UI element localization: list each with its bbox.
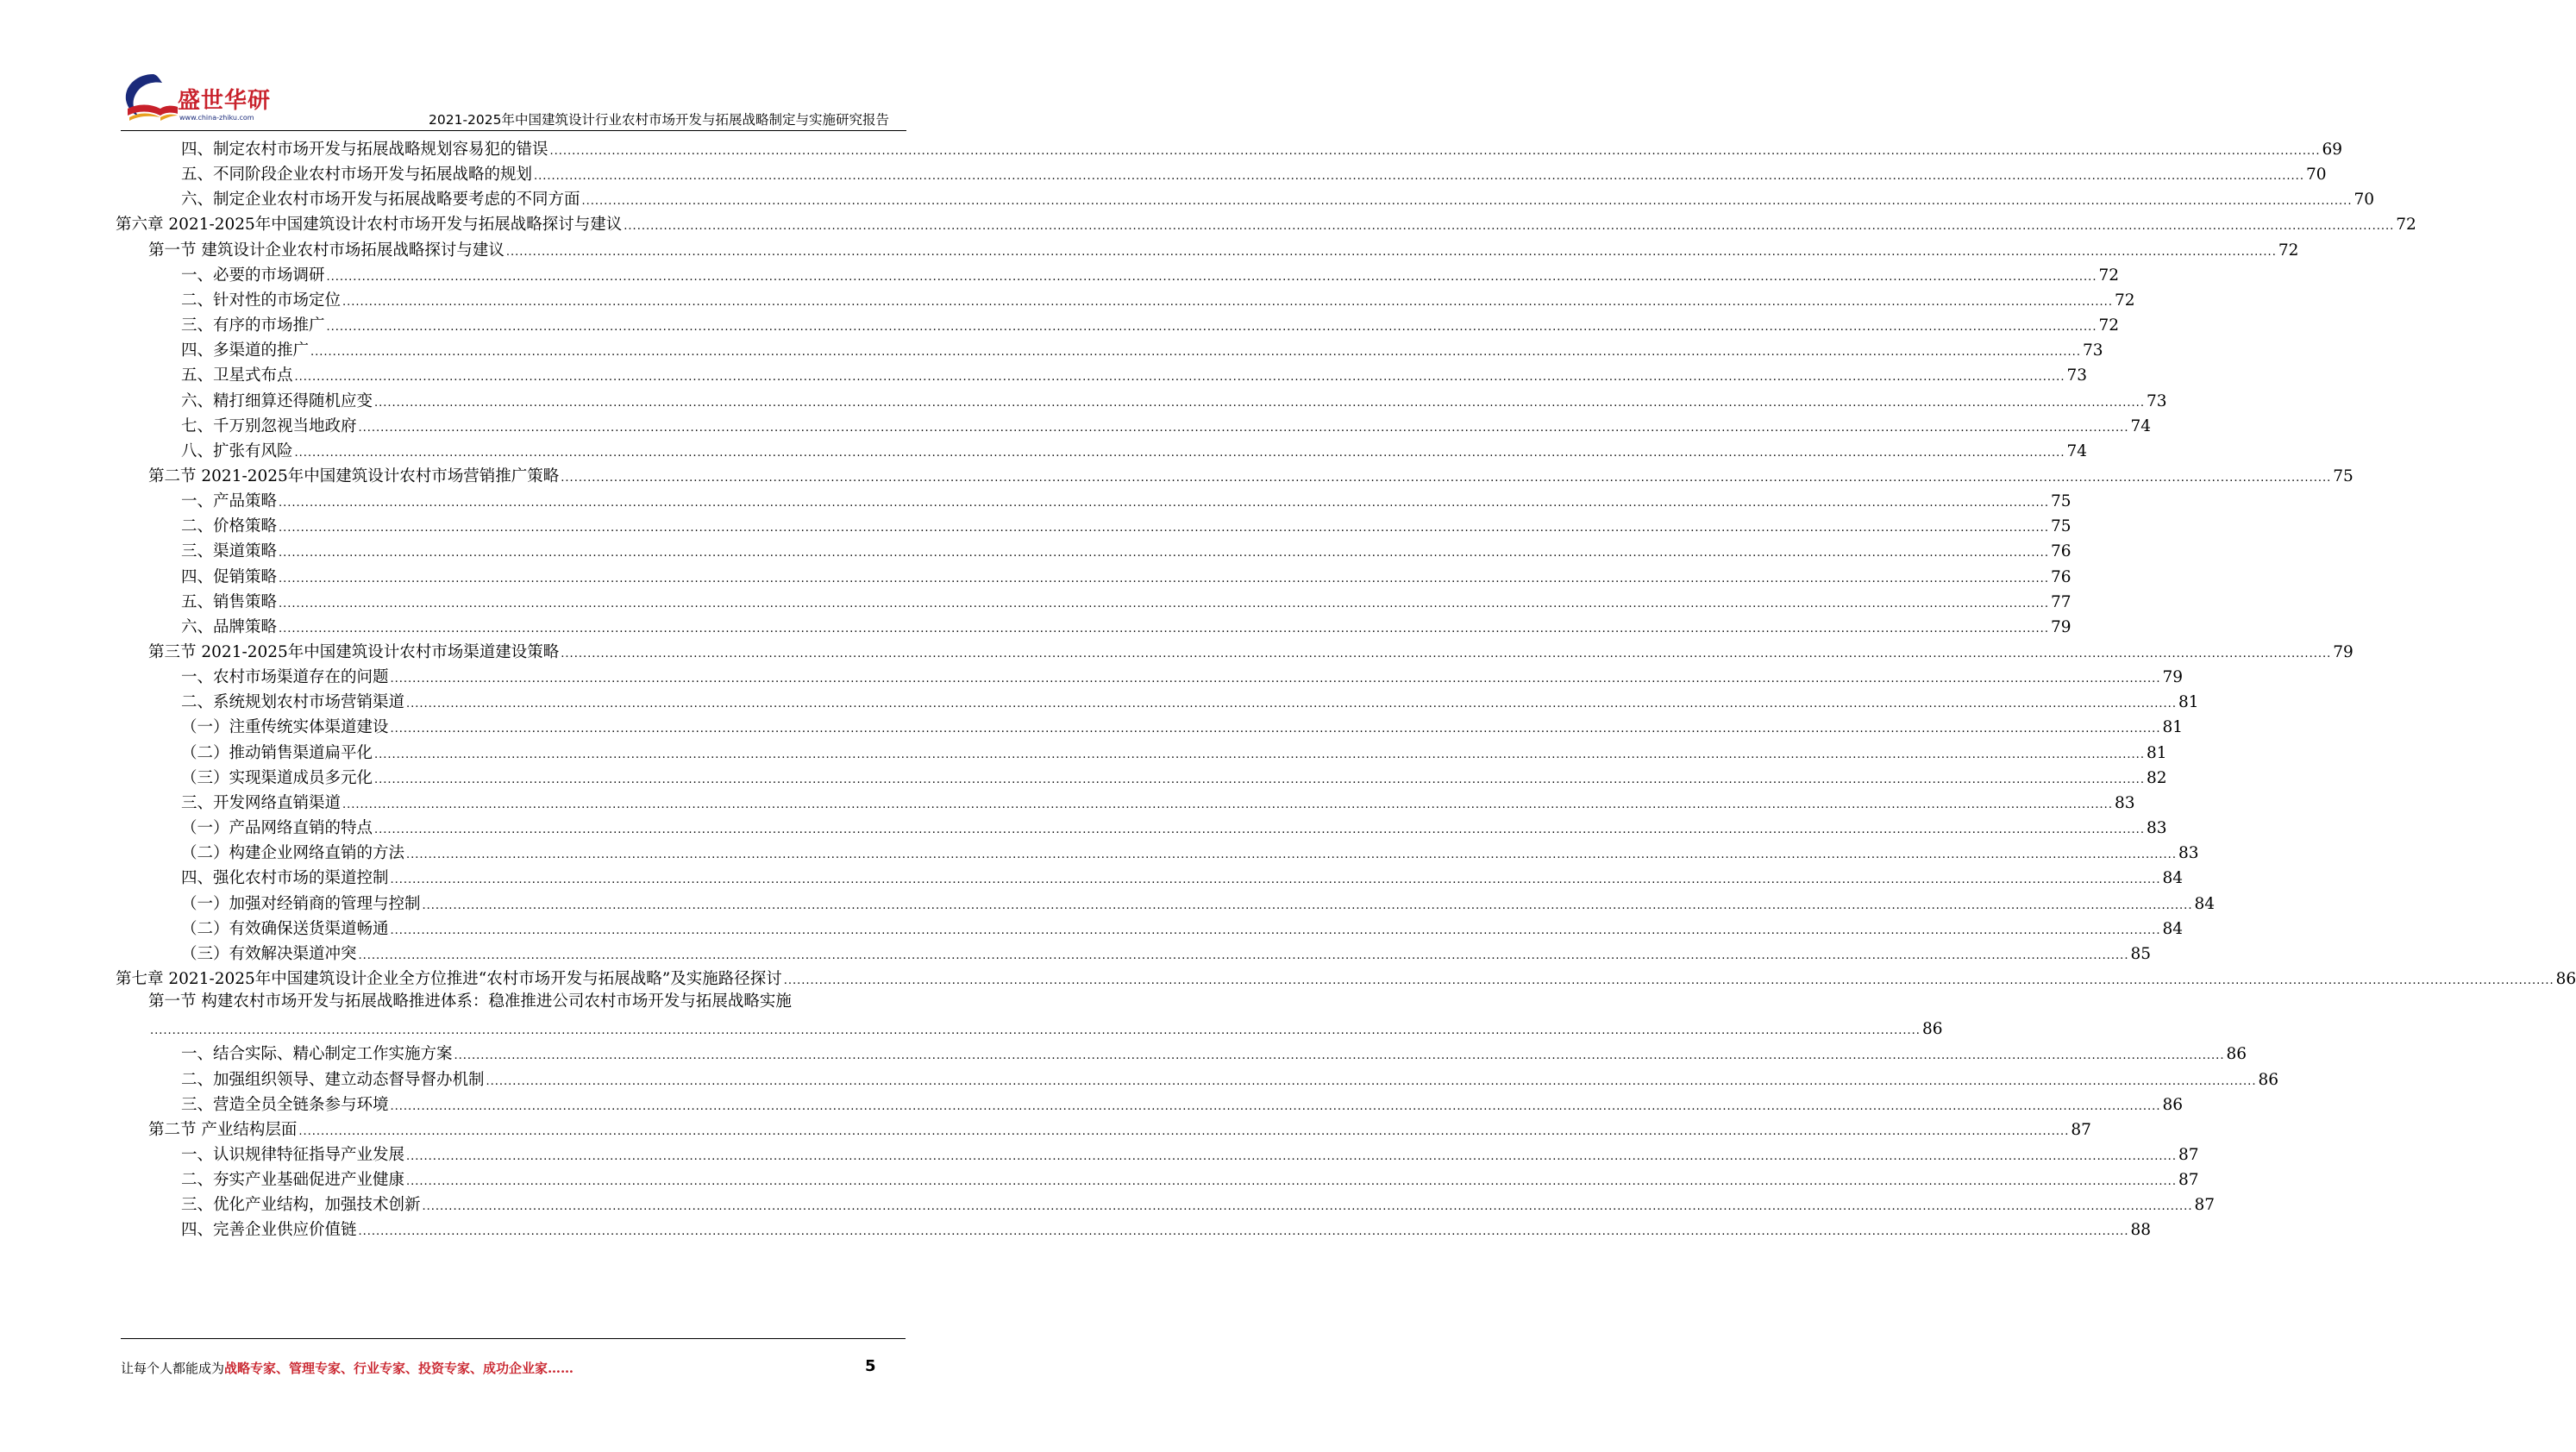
toc-page-number: 75 xyxy=(2050,492,2071,511)
toc-subsection[interactable] xyxy=(181,739,2167,766)
toc-subsection[interactable] xyxy=(181,839,2199,866)
toc-subsection[interactable] xyxy=(181,1191,2215,1217)
toc-leader-dots: ................................................................................................................................................................................................................................................................................................................................................................................................................ xyxy=(279,547,2049,560)
toc-page-number: 84 xyxy=(2194,894,2215,913)
toc-leader-dots: ................................................................................................................................................................................................................................................................................................................................................................................................................ xyxy=(294,446,2065,460)
toc-page-number: 72 xyxy=(2114,291,2135,310)
toc-page-number: 74 xyxy=(2130,416,2151,435)
toc-leader-dots: ................................................................................................................................................................................................................................................................................................................................................................................................................ xyxy=(390,673,2161,686)
toc-entry-title: 二、夯实产业基础促进产业健康 xyxy=(181,1171,405,1190)
toc-leader-dots: ................................................................................................................................................................................................................................................................................................................................................................................................................ xyxy=(406,848,2177,862)
toc-subsection[interactable] xyxy=(181,1040,2247,1067)
toc-entry-title: （一）注重传统实体渠道建设 xyxy=(181,718,389,737)
toc-leader-dots: ................................................................................................................................................................................................................................................................................................................................................................................................................ xyxy=(422,1200,2193,1214)
toc-leader-dots: ................................................................................................................................................................................................................................................................................................................................................................................................................ xyxy=(406,1175,2177,1189)
toc-subsection[interactable] xyxy=(181,1091,2183,1117)
toc-entry-title: 三、优化产业结构，加强技术创新 xyxy=(181,1196,421,1215)
toc-page-number: 88 xyxy=(2130,1221,2151,1240)
toc-entry-title: 二、加强组织领导、建立动态督导督办机制 xyxy=(181,1070,485,1089)
toc-leader-dots: ................................................................................................................................................................................................................................................................................................................................................................................................................ xyxy=(534,170,2304,184)
footer-divider xyxy=(121,1338,906,1339)
toc-entry[interactable] xyxy=(148,990,908,1017)
toc-page-number: 79 xyxy=(2333,643,2353,661)
toc-page-number: 77 xyxy=(2050,592,2071,611)
toc-subsection[interactable] xyxy=(181,437,2087,464)
toc-entry-title: 三、营造全员全链条参与环境 xyxy=(181,1095,389,1114)
toc-entry-title: 七、千万别忽视当地政府 xyxy=(181,416,357,435)
toc-subsection[interactable] xyxy=(181,1166,2199,1192)
toc-entry-title: 三、开发网络直销渠道 xyxy=(181,793,342,812)
toc-page-number: 83 xyxy=(2146,819,2167,838)
toc-leader-dots: ................................................................................................................................................................................................................................................................................................................................................................................................................ xyxy=(390,873,2161,887)
toc-page-number: 74 xyxy=(2066,441,2087,460)
toc-leader-dots: ................................................................................................................................................................................................................................................................................................................................................................................................................ xyxy=(374,773,2145,786)
toc-section[interactable] xyxy=(148,462,2353,489)
toc-subsection[interactable] xyxy=(181,613,2071,640)
toc-page-number: 81 xyxy=(2162,718,2183,737)
company-logo xyxy=(121,71,276,131)
toc-entry-title: （二）推动销售渠道扁平化 xyxy=(181,743,373,762)
toc-page-number: 83 xyxy=(2178,844,2199,863)
toc-subsection[interactable] xyxy=(181,864,2183,891)
toc-leader-dots: ................................................................................................................................................................................................................................................................................................................................................................................................................ xyxy=(298,1124,2070,1138)
toc-subsection[interactable] xyxy=(181,588,2071,615)
toc-page-number: 72 xyxy=(2098,316,2119,335)
header-divider xyxy=(121,130,906,131)
toc-subsection[interactable] xyxy=(181,261,2119,288)
toc-entry-title: 第三节 2021-2025年中国建筑设计农村市场渠道建设策略 xyxy=(148,643,560,661)
toc-subsection[interactable] xyxy=(181,1066,2278,1092)
toc-section[interactable] xyxy=(148,1116,2091,1142)
toc-entry-title: 第七章 2021-2025年中国建筑设计企业全方位推进“农村市场开发与拓展战略”及实施路径探讨 xyxy=(116,969,782,988)
toc-subsection[interactable] xyxy=(181,160,2327,187)
toc-leader-dots: ................................................................................................................................................................................................................................................................................................................................................................................................................ xyxy=(561,471,2332,485)
toc-subsection[interactable] xyxy=(181,764,2167,791)
toc-leader-dots: ................................................................................................................................................................................................................................................................................................................................................................................................................ xyxy=(342,295,2113,309)
toc-page-number: 81 xyxy=(2146,743,2167,762)
toc-leader-dots: ................................................................................................................................................................................................................................................................................................................................................................................................................ xyxy=(374,396,2145,410)
toc-page-number: 86 xyxy=(2258,1070,2278,1089)
toc-page-number: 76 xyxy=(2050,542,2071,561)
toc-leader-dots: ................................................................................................................................................................................................................................................................................................................................................................................................................ xyxy=(326,270,2097,284)
toc-section[interactable] xyxy=(148,638,2353,665)
toc-chapter[interactable] xyxy=(116,965,2576,992)
toc-leader-dots: ................................................................................................................................................................................................................................................................................................................................................................................................................ xyxy=(358,1225,2129,1239)
toc-entry-continuation[interactable] xyxy=(148,1015,1943,1042)
toc-page-number: 81 xyxy=(2178,693,2199,712)
toc-page-number: 75 xyxy=(2050,517,2071,536)
logo-name: 盛世华研 xyxy=(178,88,272,114)
toc-leader-dots: ................................................................................................................................................................................................................................................................................................................................................................................................................ xyxy=(150,1024,1921,1038)
toc-page-number: 85 xyxy=(2130,944,2151,963)
toc-subsection[interactable] xyxy=(181,663,2183,690)
toc-subsection[interactable] xyxy=(181,412,2151,439)
toc-leader-dots: ................................................................................................................................................................................................................................................................................................................................................................................................................ xyxy=(486,1074,2257,1088)
toc-page-number: 86 xyxy=(1921,1020,1943,1039)
toc-entry-title: （一）产品网络直销的特点 xyxy=(181,819,373,838)
toc-subsection[interactable] xyxy=(181,512,2071,539)
toc-entry-title: 四、强化农村市场的渠道控制 xyxy=(181,869,389,888)
toc-entry-title: 第二节 产业结构层面 xyxy=(148,1120,298,1139)
logo-url: www.china-zhiku.com xyxy=(179,114,254,122)
toc-leader-dots: ................................................................................................................................................................................................................................................................................................................................................................................................................ xyxy=(374,748,2145,761)
toc-leader-dots: ................................................................................................................................................................................................................................................................................................................................................................................................................ xyxy=(279,597,2049,610)
toc-chapter[interactable] xyxy=(116,210,2416,237)
toc-leader-dots: ................................................................................................................................................................................................................................................................................................................................................................................................................ xyxy=(279,497,2049,510)
toc-page-number: 75 xyxy=(2333,466,2353,485)
toc-page-number: 87 xyxy=(2178,1171,2199,1190)
report-title: 2021-2025年中国建筑设计行业农村市场开发与拓展战略制定与实施研究报告 xyxy=(429,112,889,128)
toc-page-number: 79 xyxy=(2050,617,2071,636)
toc-entry-title: 三、渠道策略 xyxy=(181,542,278,561)
toc-page-number: 73 xyxy=(2082,341,2103,360)
toc-leader-dots: ................................................................................................................................................................................................................................................................................................................................................................................................................ xyxy=(783,973,2554,987)
toc-entry-title: 第六章 2021-2025年中国建筑设计农村市场开发与拓展战略探讨与建议 xyxy=(116,216,623,235)
toc-entry-title: 五、卫星式布点 xyxy=(181,366,293,385)
toc-subsection[interactable] xyxy=(181,311,2119,338)
toc-entry-title: 一、产品策略 xyxy=(181,492,278,511)
toc-subsection[interactable] xyxy=(181,286,2135,313)
toc-entry-title: 四、促销策略 xyxy=(181,567,278,586)
toc-subsection[interactable] xyxy=(181,135,2342,162)
slogan-roles: 战略专家、管理专家、行业专家、投资专家、成功企业家…… xyxy=(224,1361,574,1376)
toc-leader-dots: ................................................................................................................................................................................................................................................................................................................................................................................................................ xyxy=(406,1150,2177,1163)
toc-entry-title: 六、精打细算还得随机应变 xyxy=(181,391,373,410)
toc-leader-dots: ................................................................................................................................................................................................................................................................................................................................................................................................................ xyxy=(505,245,2277,259)
toc-leader-dots: ................................................................................................................................................................................................................................................................................................................................................................................................................ xyxy=(326,321,2097,335)
toc-leader-dots: ................................................................................................................................................................................................................................................................................................................................................................................................................ xyxy=(406,698,2177,711)
toc-subsection[interactable] xyxy=(181,387,2167,414)
page-number: 5 xyxy=(865,1357,876,1375)
footer-slogan xyxy=(121,1359,573,1377)
toc-page-number: 86 xyxy=(2226,1045,2247,1064)
toc-leader-dots: ................................................................................................................................................................................................................................................................................................................................................................................................................ xyxy=(310,346,2081,360)
toc-entry-title: 第一节 建筑设计企业农村市场拓展战略探讨与建议 xyxy=(148,241,505,260)
page-header xyxy=(0,0,1027,129)
toc-page-number: 87 xyxy=(2178,1146,2199,1164)
toc-page-number: 73 xyxy=(2146,391,2167,410)
toc-leader-dots: ................................................................................................................................................................................................................................................................................................................................................................................................................ xyxy=(279,522,2049,535)
toc-page-number: 76 xyxy=(2050,567,2071,586)
toc-page-number: 72 xyxy=(2278,241,2299,260)
toc-page-number: 84 xyxy=(2162,869,2183,888)
toc-leader-dots: ................................................................................................................................................................................................................................................................................................................................................................................................................ xyxy=(390,1099,2161,1113)
toc-entry-title: （三）有效解决渠道冲突 xyxy=(181,944,357,963)
slogan-prefix: 让每个人都能成为 xyxy=(121,1361,225,1376)
toc-entry-title: 六、品牌策略 xyxy=(181,617,278,636)
toc-section[interactable] xyxy=(148,236,2299,263)
toc-page-number: 72 xyxy=(2098,266,2119,285)
toc-page-number: 87 xyxy=(2194,1196,2215,1215)
toc-subsection[interactable] xyxy=(181,1141,2199,1167)
toc-entry-title: （二）有效确保送货渠道畅通 xyxy=(181,919,389,938)
toc-leader-dots: ................................................................................................................................................................................................................................................................................................................................................................................................................ xyxy=(561,648,2332,660)
toc-entry-title: （一）加强对经销商的管理与控制 xyxy=(181,894,421,913)
toc-page-number: 73 xyxy=(2066,366,2087,385)
toc-entry-title: 八、扩张有风险 xyxy=(181,441,293,460)
toc-page-number: 72 xyxy=(2396,216,2416,235)
toc-page-number: 70 xyxy=(2353,191,2374,210)
toc-page-number: 86 xyxy=(2555,969,2576,988)
toc-page-number: 86 xyxy=(2162,1095,2183,1114)
toc-subsection[interactable] xyxy=(181,336,2103,363)
toc-subsection[interactable] xyxy=(181,814,2167,841)
toc-leader-dots: ................................................................................................................................................................................................................................................................................................................................................................................................................ xyxy=(422,898,2193,912)
toc-subsection[interactable] xyxy=(181,361,2087,388)
toc-leader-dots: ................................................................................................................................................................................................................................................................................................................................................................................................................ xyxy=(390,923,2161,937)
toc-leader-dots: ................................................................................................................................................................................................................................................................................................................................................................................................................ xyxy=(358,421,2129,435)
toc-page-number: 79 xyxy=(2162,668,2183,687)
toc-subsection[interactable] xyxy=(181,940,2151,967)
toc-leader-dots: ................................................................................................................................................................................................................................................................................................................................................................................................................ xyxy=(279,622,2049,635)
toc-page-number: 84 xyxy=(2162,919,2183,938)
toc-leader-dots: ................................................................................................................................................................................................................................................................................................................................................................................................................ xyxy=(581,195,2353,209)
toc-entry-title: 二、价格策略 xyxy=(181,517,278,536)
toc-entry-title: 五、不同阶段企业农村市场开发与拓展战略的规划 xyxy=(181,166,533,185)
toc-leader-dots: ................................................................................................................................................................................................................................................................................................................................................................................................................ xyxy=(358,948,2129,962)
toc-entry-title: 二、针对性的市场定位 xyxy=(181,291,342,310)
toc-page-number: 82 xyxy=(2146,768,2167,787)
toc-entry-title: 一、必要的市场调研 xyxy=(181,266,325,285)
logo-emblem-icon xyxy=(121,71,181,128)
toc-leader-dots: ................................................................................................................................................................................................................................................................................................................................................................................................................ xyxy=(624,220,2395,234)
toc-page-number: 83 xyxy=(2114,793,2135,812)
toc-leader-dots: ................................................................................................................................................................................................................................................................................................................................................................................................................ xyxy=(374,823,2145,837)
toc-subsection[interactable] xyxy=(181,185,2374,212)
toc-page-number: 70 xyxy=(2305,166,2327,185)
toc-entry-title: 六、制定企业农村市场开发与拓展战略要考虑的不同方面 xyxy=(181,191,580,210)
toc-entry-title: 第一节 构建农村市场开发与拓展战略推进体系：稳准推进公司农村市场开发与拓展战略实施 xyxy=(148,992,792,1011)
toc-entry-title: 一、农村市场渠道存在的问题 xyxy=(181,668,389,687)
toc-subsection[interactable] xyxy=(181,890,2215,917)
toc-entry-title: 四、多渠道的推广 xyxy=(181,341,310,360)
toc-leader-dots: ................................................................................................................................................................................................................................................................................................................................................................................................................ xyxy=(549,145,2321,158)
toc-subsection[interactable] xyxy=(181,563,2071,590)
toc-subsection[interactable] xyxy=(181,688,2199,715)
toc-subsection[interactable] xyxy=(181,537,2071,564)
toc-entry-title: （三）实现渠道成员多元化 xyxy=(181,768,373,787)
toc-subsection[interactable] xyxy=(181,1216,2151,1242)
toc-leader-dots: ................................................................................................................................................................................................................................................................................................................................................................................................................ xyxy=(294,371,2065,385)
toc-entry-title: （二）构建企业网络直销的方法 xyxy=(181,844,405,863)
toc-subsection[interactable] xyxy=(181,789,2135,816)
toc-entry-title: 四、制定农村市场开发与拓展战略规划容易犯的错误 xyxy=(181,141,548,159)
toc-entry-title: 二、系统规划农村市场营销渠道 xyxy=(181,693,405,712)
toc-subsection[interactable] xyxy=(181,915,2183,942)
toc-leader-dots: ................................................................................................................................................................................................................................................................................................................................................................................................................ xyxy=(390,723,2161,736)
toc-entry-title: 一、认识规律特征指导产业发展 xyxy=(181,1146,405,1164)
toc-leader-dots: ................................................................................................................................................................................................................................................................................................................................................................................................................ xyxy=(454,1049,2225,1063)
toc-entry-title: 四、完善企业供应价值链 xyxy=(181,1221,357,1240)
toc-subsection[interactable] xyxy=(181,713,2183,740)
toc-leader-dots: ................................................................................................................................................................................................................................................................................................................................................................................................................ xyxy=(279,572,2049,585)
toc-leader-dots: ................................................................................................................................................................................................................................................................................................................................................................................................................ xyxy=(342,798,2113,811)
toc-page-number: 87 xyxy=(2071,1120,2091,1139)
toc-entry-title: 一、结合实际、精心制定工作实施方案 xyxy=(181,1045,453,1064)
toc-entry-title: 五、销售策略 xyxy=(181,592,278,611)
toc-entry-title: 第二节 2021-2025年中国建筑设计农村市场营销推广策略 xyxy=(148,466,560,485)
toc-page-number: 69 xyxy=(2322,141,2342,159)
toc-entry-title: 三、有序的市场推广 xyxy=(181,316,325,335)
toc-subsection[interactable] xyxy=(181,487,2071,514)
